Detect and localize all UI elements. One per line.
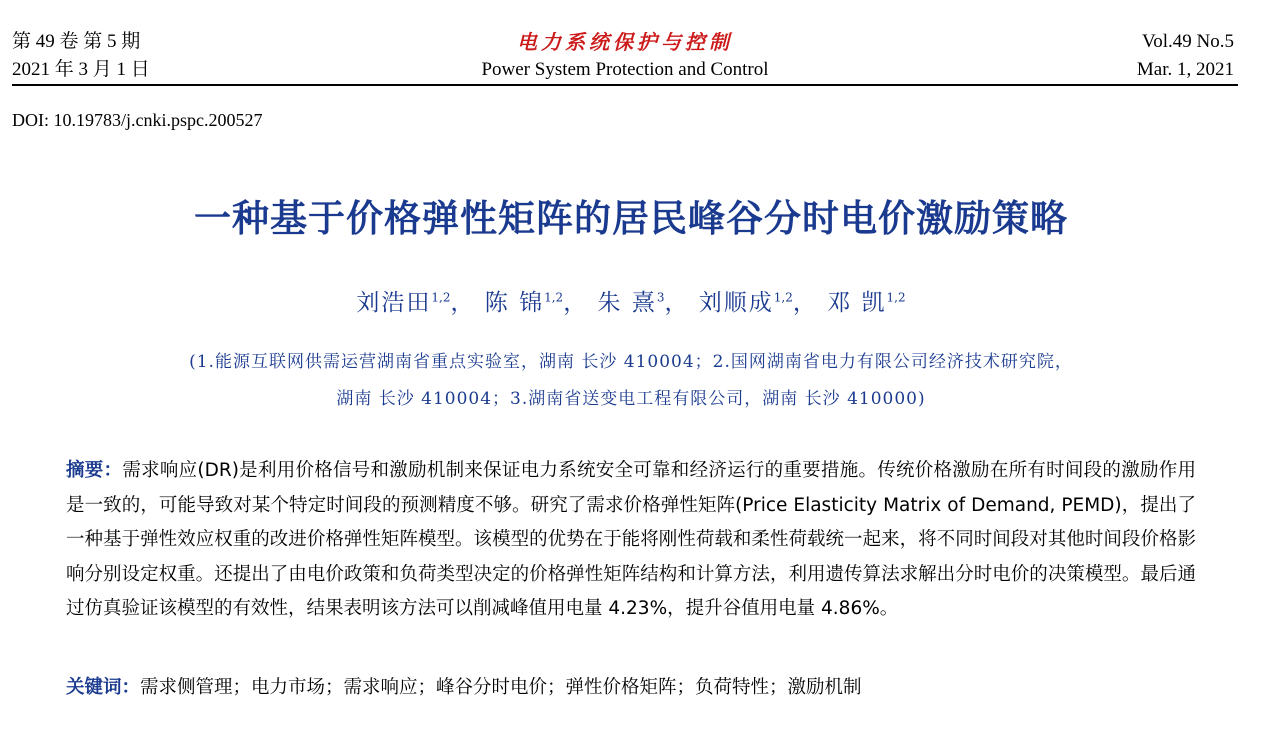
keywords-label: 关键词： bbox=[66, 677, 141, 698]
abstract-text: 需求响应(DR)是利用价格信号和激励机制来保证电力系统安全可靠和经济运行的重要措施。传统价格激励在所有时间段的激励作用是一致的，可能导致对某个特定时间段的预测精度不够。研究了需求价格弹性矩阵(Price Elasticity Matrix of Demand, PEMD)，提出了一种基于弹性效应权重的改进价格弹性矩阵模型。该模型的优势在于能将刚性荷载和柔性荷载统一起来，将不同时间段对其他时间段价格影响分别设定权重。还提出了由电价政策和负荷类型决定的价格弹性矩阵结构和计算方法，利用遗传算法求解出分时电价的决策模型。最后通过仿真验证该模型的有效性，结果表明该方法可以削减峰值用电量 4.23%，提升谷值用电量 4.86%。 bbox=[66, 460, 1196, 619]
author-separator: ， bbox=[664, 290, 690, 316]
author-separator: ， bbox=[450, 290, 476, 316]
author-name: 刘顺成 bbox=[698, 290, 774, 316]
author-affiliation-mark: 3 bbox=[656, 290, 665, 305]
affiliation-line-1: (1.能源互联网供需运营湖南省重点实验室，湖南 长沙 410004；2.国网湖南省电力有限公司经济技术研究院， bbox=[189, 352, 1073, 372]
date-cn: 2021 年 3 月 1 日 bbox=[12, 59, 150, 80]
paper-title: 一种基于价格弹性矩阵的居民峰谷分时电价激励策略 bbox=[194, 197, 1068, 240]
keywords-text: 需求侧管理；电力市场；需求响应；峰谷分时电价；弹性价格矩阵；负荷特性；激励机制 bbox=[140, 677, 862, 698]
volume-cn: 第 49 卷 第 5 期 bbox=[12, 31, 141, 52]
volume-en: Vol.49 No.5 bbox=[1141, 31, 1234, 52]
author-separator: ， bbox=[563, 290, 589, 316]
author-affiliation-mark: 1,2 bbox=[886, 290, 906, 305]
author-affiliation-mark: 1,2 bbox=[431, 290, 451, 305]
journal-name-en: Power System Protection and Control bbox=[481, 59, 769, 80]
author-affiliation-mark: 1,2 bbox=[773, 290, 793, 305]
author-separator: ， bbox=[792, 290, 818, 316]
header-center bbox=[12, 28, 1238, 84]
header-right bbox=[1137, 28, 1234, 84]
doi: DOI: 10.19783/j.cnki.pspc.200527 bbox=[12, 110, 263, 130]
abstract bbox=[66, 454, 1196, 627]
journal-header bbox=[12, 26, 1238, 86]
author-affiliation-mark: 1,2 bbox=[544, 290, 564, 305]
author-name: 陈 锦 bbox=[484, 290, 545, 316]
author-name: 刘浩田 bbox=[356, 290, 432, 316]
affiliation-line-2: 湖南 长沙 410004；3.湖南省送变电工程有限公司，湖南 长沙 410000) bbox=[336, 389, 926, 409]
author-list bbox=[0, 284, 1262, 317]
keywords bbox=[66, 671, 1196, 705]
author-name: 邓 凯 bbox=[827, 290, 887, 316]
date-en: Mar. 1, 2021 bbox=[1136, 59, 1234, 80]
abstract-label: 摘要： bbox=[66, 460, 123, 481]
author-name: 朱 熹 bbox=[597, 290, 657, 316]
journal-name-cn: 电力系统保护与控制 bbox=[517, 30, 733, 54]
